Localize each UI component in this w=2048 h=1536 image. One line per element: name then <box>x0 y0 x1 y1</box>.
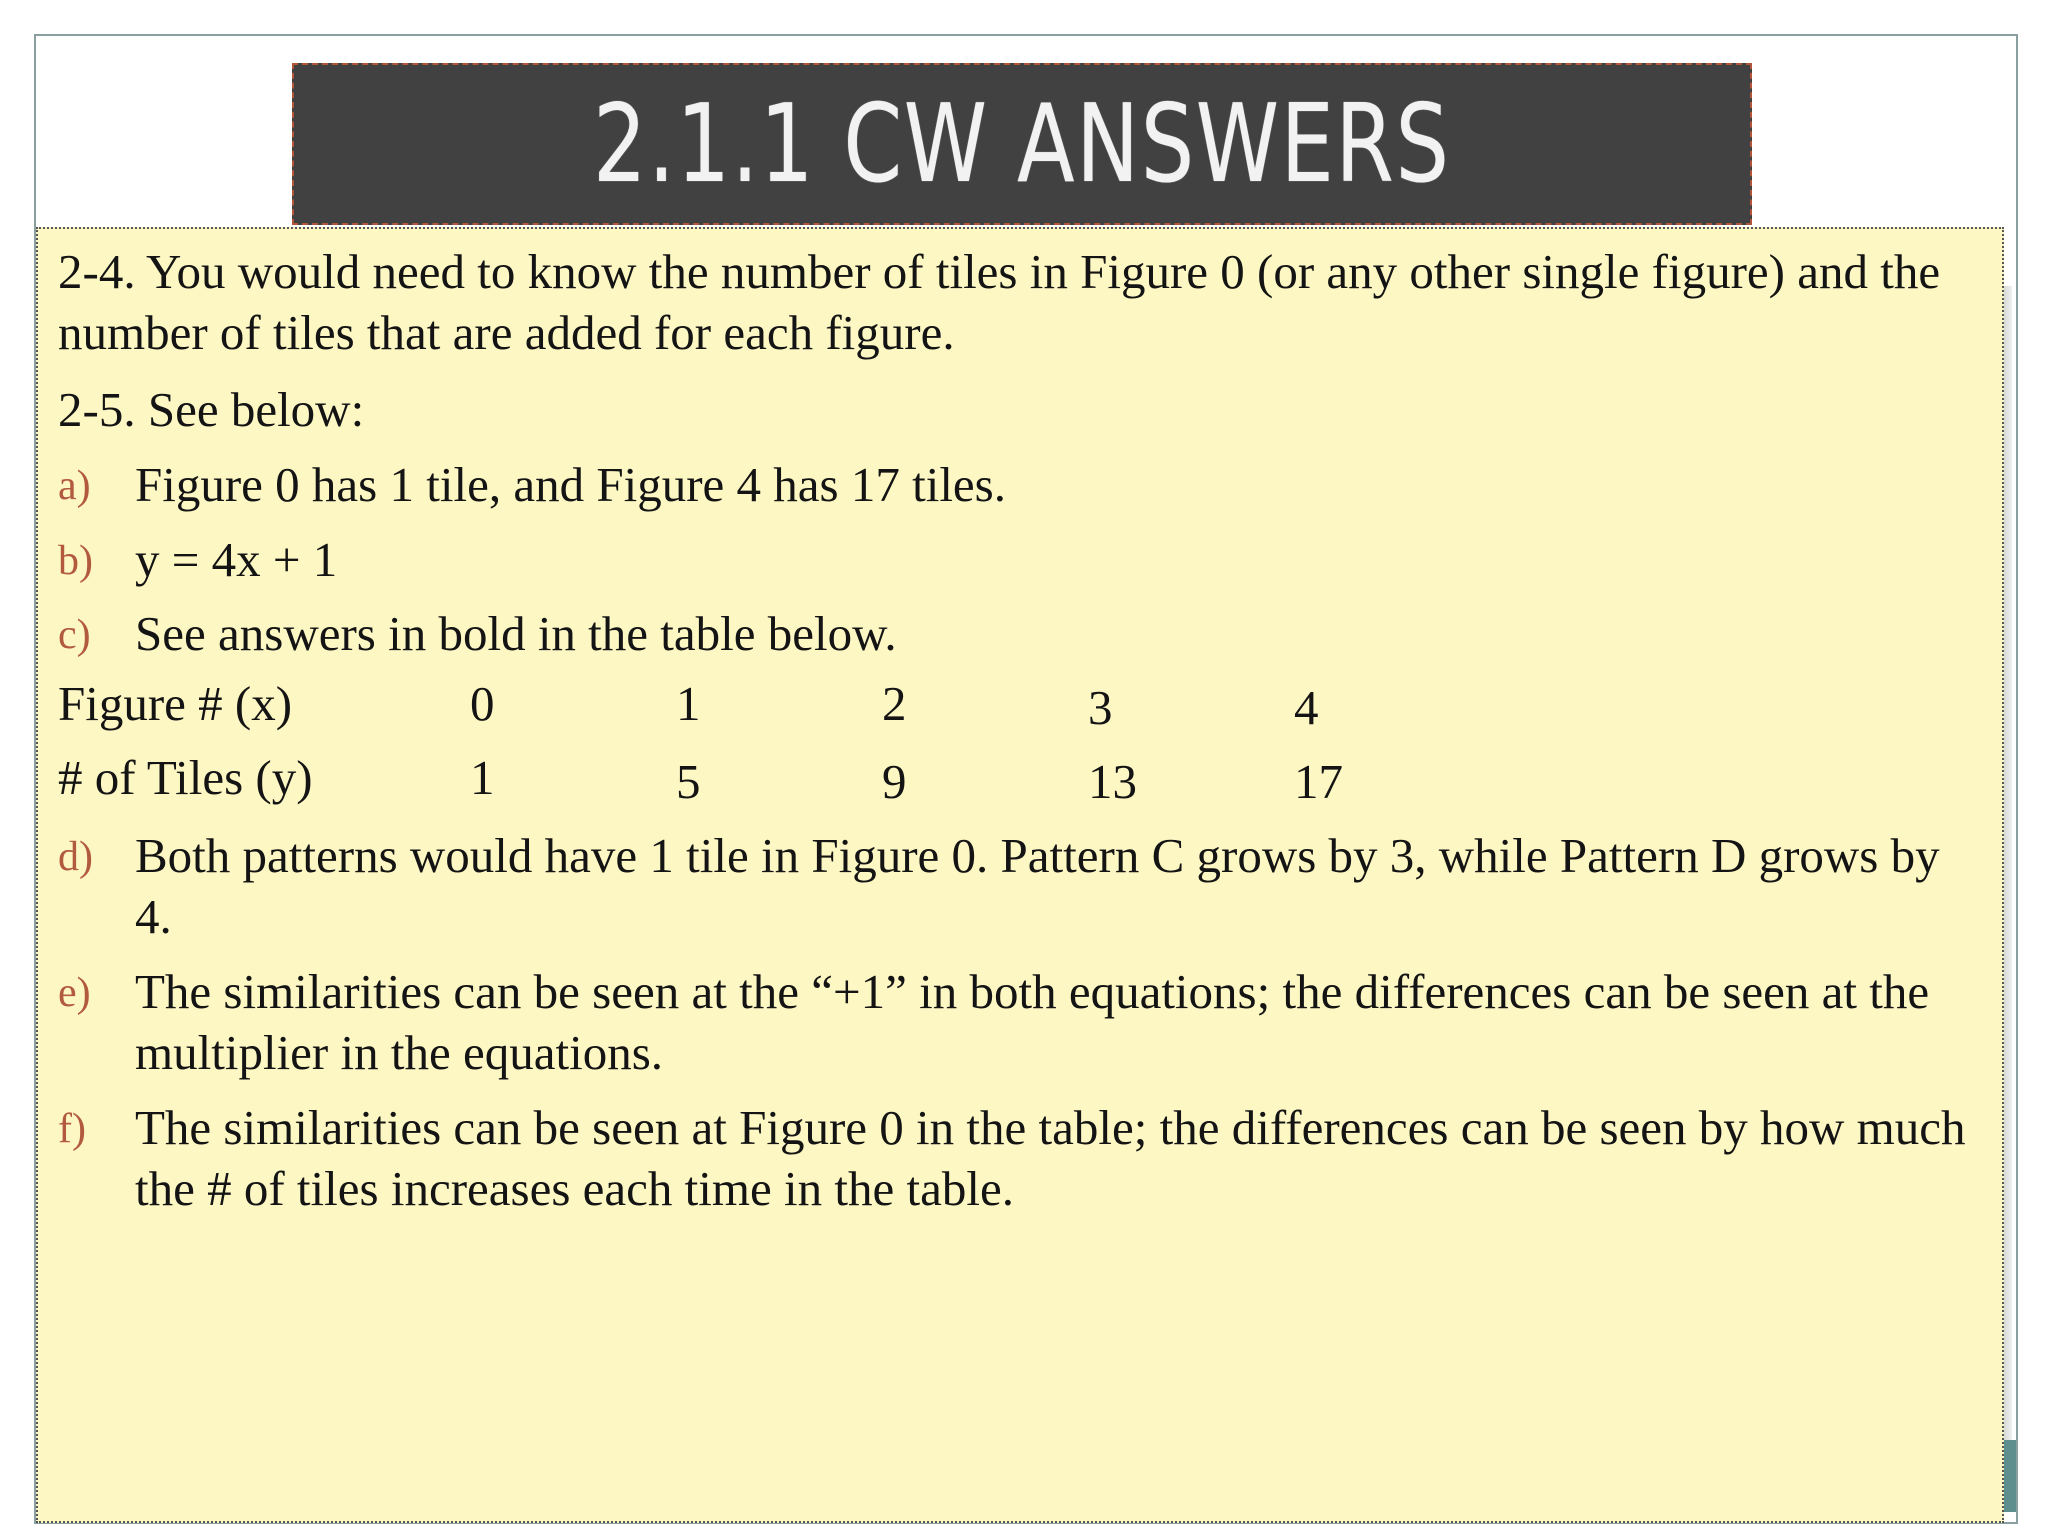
table-cell: 2 <box>882 676 907 731</box>
item-marker: f) <box>58 1106 86 1152</box>
table-cell: 9 <box>882 754 907 809</box>
table-cell: 1 <box>470 750 495 805</box>
list-item-a <box>58 454 1988 515</box>
item-text: Figure 0 has 1 tile, and Figure 4 has 17 tiles. <box>135 457 1006 512</box>
table-row-label: # of Tiles (y) <box>58 750 313 805</box>
answers-panel <box>36 227 2004 1523</box>
item-text: y = 4x + 1 <box>135 532 338 587</box>
slide-corner-accent <box>2004 1440 2016 1512</box>
table-row-tiles <box>58 743 1358 813</box>
answer-2-4: 2-4. You would need to know the number of tiles in Figure 0 (or any other single figure) and the number of tiles that are added for each figure. <box>58 244 1941 360</box>
item-marker: d) <box>58 834 93 880</box>
list-item-c <box>58 603 1988 664</box>
item-text: Both patterns would have 1 tile in Figure 0. Pattern C grows by 3, while Pattern D grows by 4. <box>135 828 1940 944</box>
list-item-f <box>58 1097 1988 1219</box>
item-marker: c) <box>58 612 91 658</box>
table-cell: 1 <box>676 676 701 731</box>
item-text: The similarities can be seen at Figure 0 in the table; the differences can be seen by how much the # of tiles increases each time in the table. <box>135 1100 1966 1216</box>
list-item-e <box>58 961 1988 1083</box>
table-cell: 13 <box>1088 754 1137 809</box>
item-marker: b) <box>58 538 93 584</box>
table-cell: 3 <box>1088 680 1113 735</box>
item-text: The similarities can be seen at the “+1” in both equations; the differences can be seen at the multiplier in the equations. <box>135 964 1930 1080</box>
answer-2-5-heading: 2-5. See below: <box>58 382 365 437</box>
table-cell: 17 <box>1294 754 1343 809</box>
list-item-b <box>58 529 1988 590</box>
table-row-figure <box>58 669 1358 739</box>
table-row-label: Figure # (x) <box>58 676 293 731</box>
title-banner <box>292 63 1752 225</box>
table-cell: 4 <box>1294 680 1319 735</box>
item-text: See answers in bold in the table below. <box>135 606 897 661</box>
list-item-d <box>58 825 1988 947</box>
item-marker: a) <box>58 463 91 509</box>
item-marker: e) <box>58 970 91 1016</box>
table-cell: 5 <box>676 754 701 809</box>
slide-title: 2.1.1 CW ANSWERS <box>593 81 1451 207</box>
slide-edge-decoration <box>2004 286 2012 1510</box>
table-cell: 0 <box>470 676 495 731</box>
